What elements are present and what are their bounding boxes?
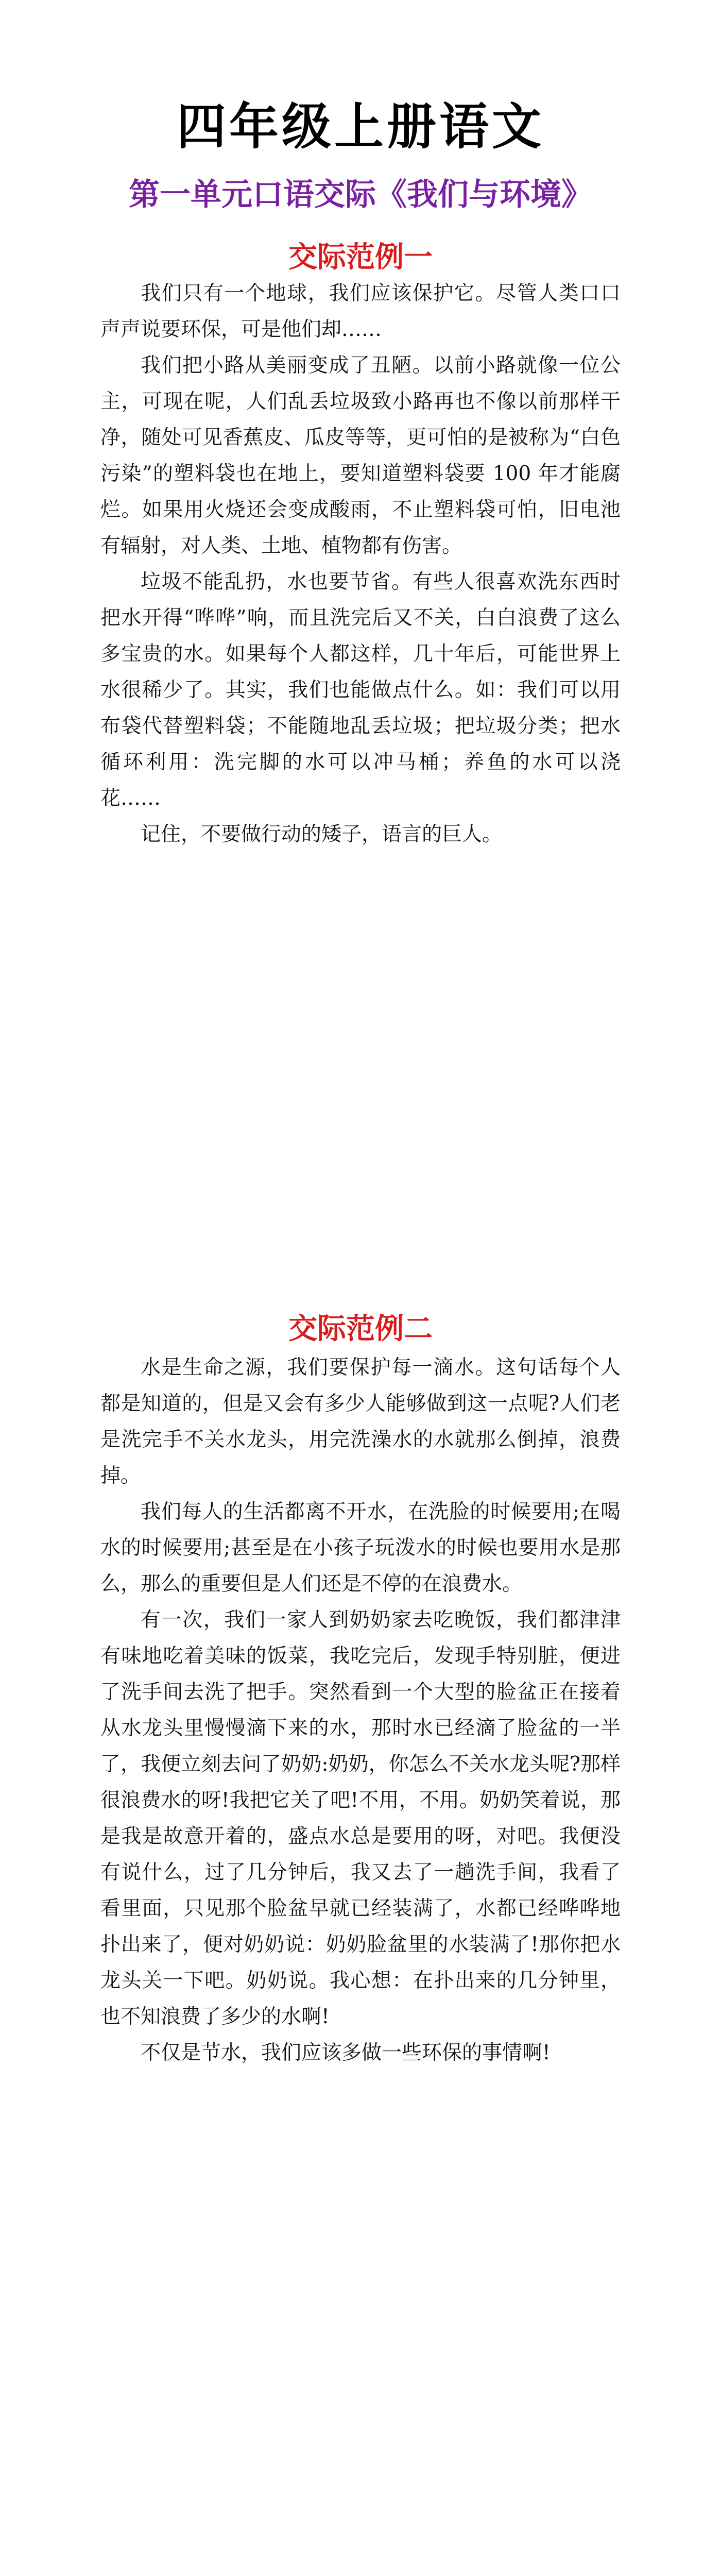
paragraph: 水是生命之源，我们要保护每一滴水。这句话每个人都是知道的，但是又会有多少人能够做到这一点呢?人们老是洗完手不关水龙头，用完洗澡水的水就那么倒掉，浪费掉。 bbox=[100, 1356, 621, 1487]
page-title: 四年级上册语文 bbox=[177, 98, 544, 156]
section-1-body bbox=[100, 276, 621, 853]
paragraph: 不仅是节水，我们应该多做一些环保的事情啊! bbox=[141, 2041, 551, 2064]
paragraph: 我们每人的生活都离不开水，在洗脸的时候要用;在喝水的时候要用;甚至是在小孩子玩泼水的时候也要用水是那么，那么的重要但是人们还是不停的在浪费水。 bbox=[100, 1500, 621, 1596]
paragraph: 垃圾不能乱扔，水也要节省。有些人很喜欢洗东西时把水开得“哗哗”响，而且洗完后又不关，白白浪费了这么多宝贵的水。如果每个人都这样，几十年后，可能世界上水很稀少了。其实，我们也能做点什么。如：我们可以用布袋代替塑料袋；不能随地乱丢垃圾；把垃圾分类；把水循环利用：洗完脚的水可以冲马桶；养鱼的水可以浇花…… bbox=[100, 570, 621, 810]
section-heading-2: 交际范例二 bbox=[288, 1312, 433, 1346]
paragraph: 记住，不要做行动的矮子，语言的巨人。 bbox=[141, 823, 503, 846]
paragraph: 我们只有一个地球，我们应该保护它。尽管人类口口声声说要环保，可是他们却…… bbox=[100, 282, 621, 341]
section-heading-1: 交际范例一 bbox=[288, 241, 433, 274]
section-2-body bbox=[100, 1350, 621, 2071]
unit-subtitle: 第一单元口语交际《我们与环境》 bbox=[129, 177, 592, 213]
paragraph: 有一次，我们一家人到奶奶家去吃晚饭，我们都津津有味地吃着美味的饭菜，我吃完后，发现手特别脏，便进了洗手间去洗了把手。突然看到一个大型的脸盆正在接着从水龙头里慢慢滴下来的水，那时水已经滴了脸盆的一半了，我便立刻去问了奶奶:奶奶，你怎么不关水龙头呢?那样很浪费水的呀!我把它关了吧!不用，不用。奶奶笑着说，那是我是故意开着的，盛点水总是要用的呀，对吧。我便没有说什么，过了几分钟后，我又去了一趟洗手间，我看了看里面，只见那个脸盆早就已经装满了，水都已经哗哗地扑出来了，便对奶奶说：奶奶脸盆里的水装满了!那你把水龙头关一下吧。奶奶说。我心想：在扑出来的几分钟里，也不知浪费了多少的水啊! bbox=[100, 1608, 621, 2028]
paragraph: 我们把小路从美丽变成了丑陋。以前小路就像一位公主，可现在呢，人们乱丢垃圾致小路再也不像以前那样干净，随处可见香蕉皮、瓜皮等等，更可怕的是被称为“白色污染”的塑料袋也在地上，要知道塑料袋要 100 年才能腐烂。如果用火烧还会变成酸雨，不止塑料袋可怕，旧电池有辐射，对人类、土地、植物都有伤害。 bbox=[100, 354, 621, 557]
